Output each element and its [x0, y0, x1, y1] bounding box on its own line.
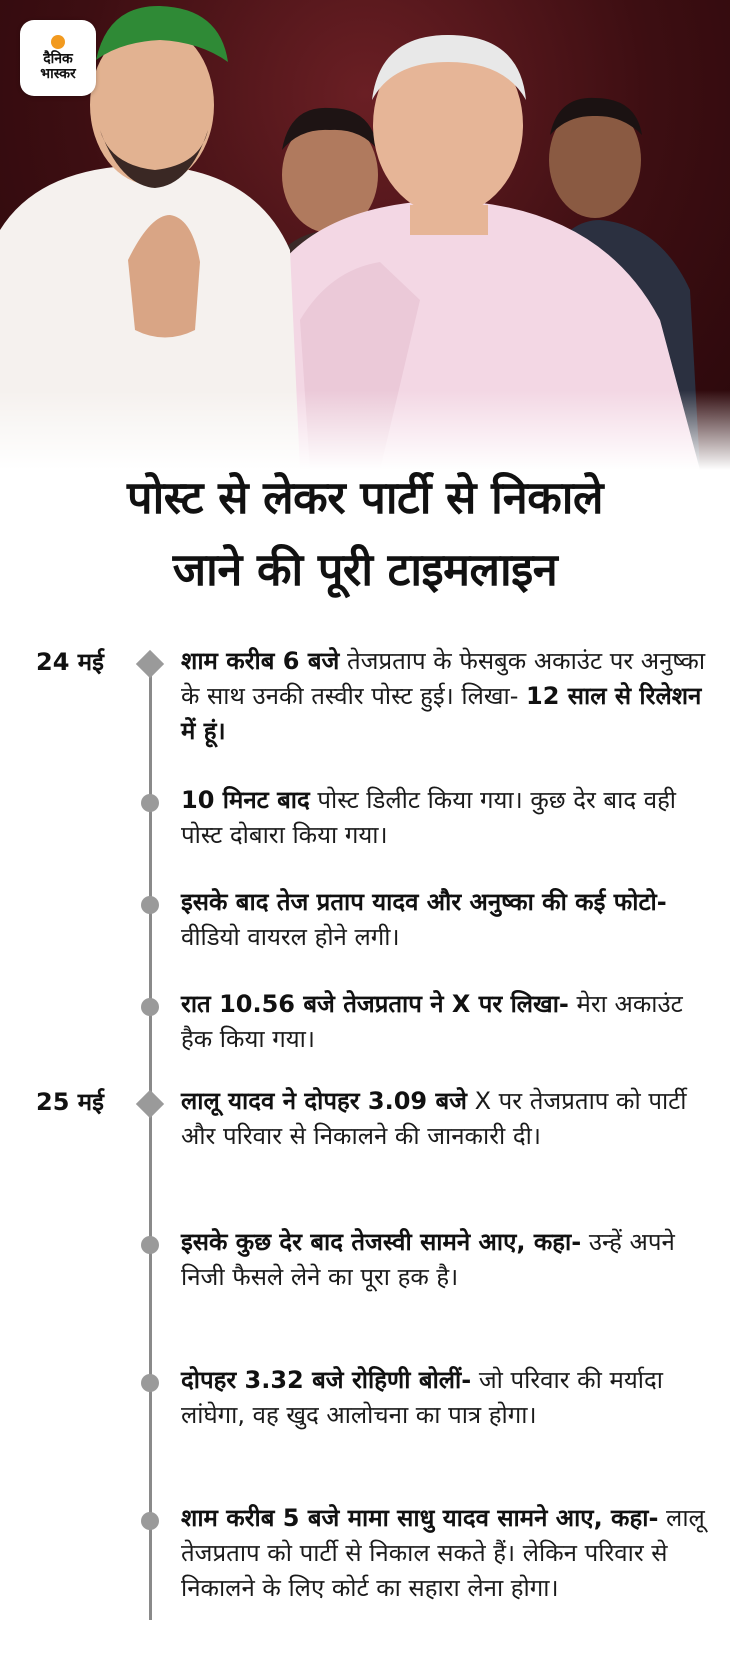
title-line-2: जाने की पूरी टाइमलाइन	[172, 543, 558, 596]
entry-bold: शाम करीब 6 बजे	[181, 647, 340, 675]
timeline-entry	[181, 644, 711, 749]
timeline-entry	[181, 1084, 711, 1154]
timeline-entry	[181, 885, 711, 955]
timeline-entry	[181, 783, 711, 853]
entry-text: X पर तेजप्रताप को पार्टी और परिवार से निकालने की जानकारी दी।	[181, 1087, 687, 1150]
diamond-marker	[136, 650, 164, 678]
entry-bold: 10 मिनट बाद	[181, 786, 310, 814]
entry-bold: शाम करीब 5 बजे मामा साधु यादव सामने आए, कहा-	[181, 1504, 659, 1532]
title-line-1: पोस्ट से लेकर पार्टी से निकाले	[127, 471, 603, 524]
entry-text: जो परिवार की मर्यादा लांघेगा, वह खुद आलोचना का पात्र होगा।	[181, 1366, 663, 1429]
entry-text: तेजप्रताप के फेसबुक अकाउंट पर अनुष्का के साथ उनकी तस्वीर पोस्ट हुई। लिखा-	[181, 647, 706, 710]
entry-bold-2: 12 साल से रिलेशन में हूं।	[181, 682, 702, 745]
timeline-entry	[181, 1225, 711, 1295]
entry-text: मेरा अकाउंट हैक किया गया।	[181, 990, 683, 1053]
dot-marker	[141, 1236, 159, 1254]
entry-text: पोस्ट डिलीट किया गया। कुछ देर बाद वही पोस्ट दोबारा किया गया।	[181, 786, 677, 849]
entry-bold: लालू यादव ने दोपहर 3.09 बजे	[181, 1087, 467, 1115]
timeline-entry	[181, 987, 711, 1057]
diamond-marker	[136, 1090, 164, 1118]
logo-line-1: दैनिक	[43, 50, 73, 67]
entry-bold: इसके कुछ देर बाद तेजस्वी सामने आए, कहा-	[181, 1228, 582, 1256]
dot-marker	[141, 1374, 159, 1392]
timeline-entry	[181, 1501, 711, 1606]
entry-bold: दोपहर 3.32 बजे रोहिणी बोलीं-	[181, 1366, 472, 1394]
entry-text: वीडियो वायरल होने लगी।	[181, 923, 400, 951]
dot-marker	[141, 896, 159, 914]
entry-bold: इसके बाद तेज प्रताप यादव और अनुष्का की कई फोटो-	[181, 888, 667, 916]
entry-text: लालू तेजप्रताप को पार्टी से निकाल सकते हैं। लेकिन परिवार से निकालने के लिए कोर्ट का सहारा लेना होगा।	[181, 1504, 705, 1602]
dot-marker	[141, 998, 159, 1016]
timeline-entry	[181, 1363, 711, 1433]
date-label-24-may: 24 मई	[36, 648, 104, 676]
date-label-25-may: 25 मई	[36, 1088, 104, 1116]
dot-marker	[141, 1512, 159, 1530]
entry-text: उन्हें अपने निजी फैसले लेने का पूरा हक है।	[181, 1228, 675, 1291]
entry-bold: रात 10.56 बजे तेजप्रताप ने X पर लिखा-	[181, 990, 569, 1018]
dot-marker	[141, 794, 159, 812]
logo-line-2: भास्कर	[40, 65, 76, 82]
